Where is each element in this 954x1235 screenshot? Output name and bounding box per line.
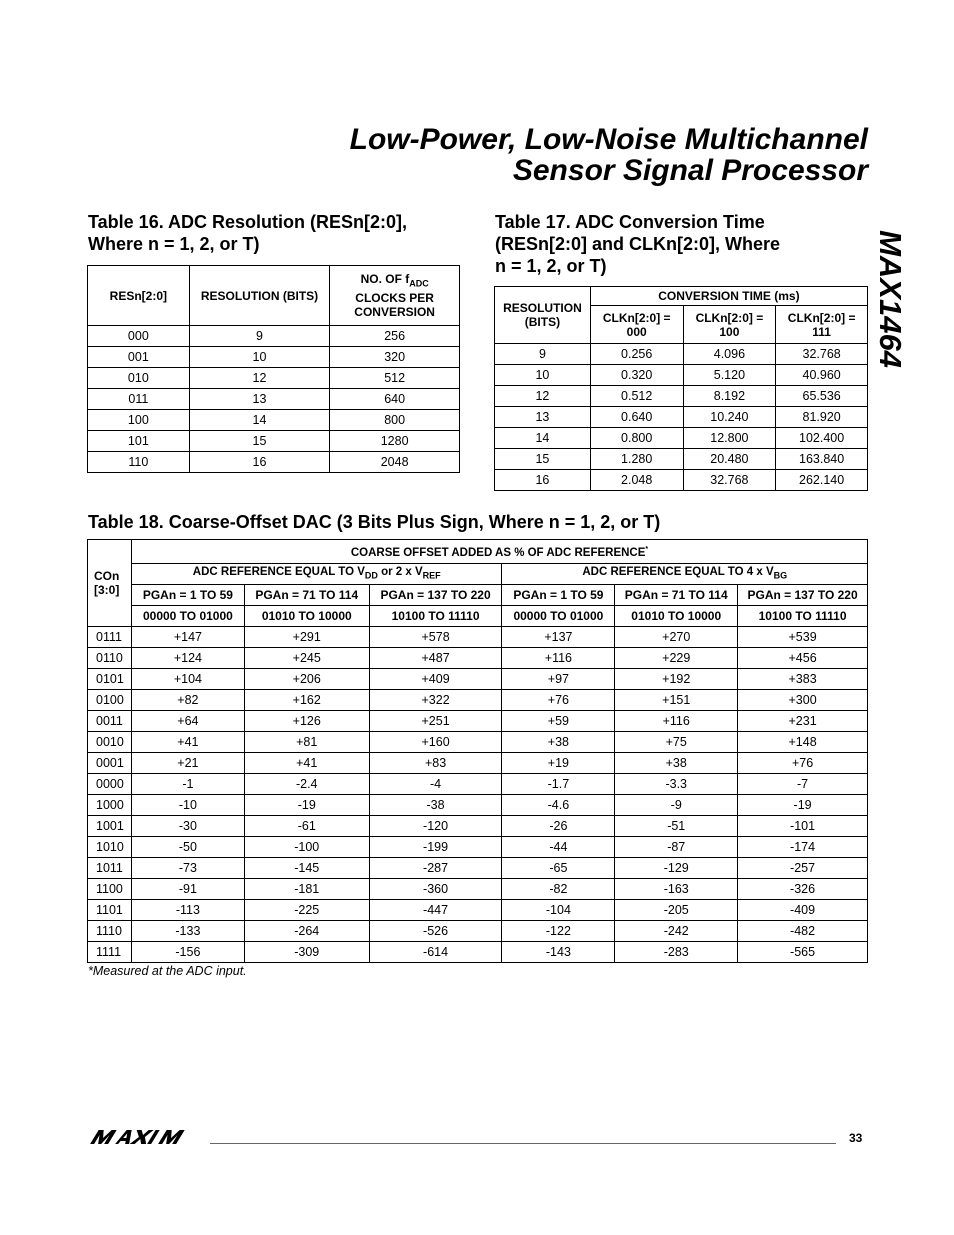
table-16-cell: 12 [189, 368, 330, 389]
table-18-cell: -120 [369, 816, 502, 837]
table-18-cell: -61 [244, 816, 369, 837]
table-18-cell: +192 [615, 669, 738, 690]
table-18-header-coarse-offset [131, 540, 867, 564]
table-18-header-pga: PGAn = 137 TO 220 [738, 585, 868, 606]
table-18-cell: -7 [738, 774, 868, 795]
table-18-row [88, 690, 868, 711]
table-18-row [88, 669, 868, 690]
table-18-cell: +116 [502, 648, 615, 669]
table-18-cell: +578 [369, 627, 502, 648]
table-18-row [88, 900, 868, 921]
table-18-row [88, 942, 868, 963]
table-16-cell: 9 [189, 326, 330, 347]
table-17-cell: 163.840 [776, 449, 868, 470]
table-18-row [88, 858, 868, 879]
table-16-cell: 640 [330, 389, 460, 410]
table-18-row [88, 921, 868, 942]
table-18-ref-vdd-pre: ADC REFERENCE EQUAL TO V [192, 566, 365, 579]
table-18-cell: +206 [244, 669, 369, 690]
table-16-cell: 000 [88, 326, 190, 347]
table-18-cell: -143 [502, 942, 615, 963]
table-18-cell: -264 [244, 921, 369, 942]
table-18-row [88, 753, 868, 774]
table-17-cell: 20.480 [683, 449, 776, 470]
table-16-cell: 1280 [330, 431, 460, 452]
table-18-cell: 1101 [88, 900, 132, 921]
table-18-cell: -82 [502, 879, 615, 900]
table-18-header-pga-row [88, 585, 868, 606]
page-number: 33 [849, 1131, 863, 1145]
table-18-cell: +38 [615, 753, 738, 774]
table-18-row [88, 648, 868, 669]
table-17-header-clk-000: CLKn[2:0] = 000 [590, 306, 683, 344]
table-18-cell: +83 [369, 753, 502, 774]
table-18-cell: -242 [615, 921, 738, 942]
table-18-cell: -10 [131, 795, 244, 816]
table-18-cell: 1001 [88, 816, 132, 837]
table-16-cell: 101 [88, 431, 190, 452]
table-16-cell: 512 [330, 368, 460, 389]
table-17-cell: 81.920 [776, 407, 868, 428]
table-17-row [495, 407, 868, 428]
table-17 [494, 286, 868, 491]
table-17-cell: 12 [495, 386, 591, 407]
table-16-header-resn: RESn[2:0] [88, 266, 190, 326]
table-18-row [88, 879, 868, 900]
table-17-cell: 65.536 [776, 386, 868, 407]
table-18-cell: -1.7 [502, 774, 615, 795]
table-18-cell: +81 [244, 732, 369, 753]
table-17-cell: 10 [495, 365, 591, 386]
table-18 [87, 539, 868, 963]
table-18-header-code-range: 10100 TO 11110 [738, 606, 868, 627]
table-18-cell: +104 [131, 669, 244, 690]
table-18-row [88, 795, 868, 816]
table-18-cell: -133 [131, 921, 244, 942]
table-18-header-footnote-mark: * [645, 546, 649, 554]
table-18-cell: -565 [738, 942, 868, 963]
table-18-cell: -26 [502, 816, 615, 837]
table-18-cell: +251 [369, 711, 502, 732]
page-title-line-1: Low-Power, Low-Noise Multichannel [349, 123, 868, 156]
table-18-cell: +75 [615, 732, 738, 753]
table-18-cell: 1111 [88, 942, 132, 963]
table-18-cell: 0011 [88, 711, 132, 732]
table-18-header-con-line-1: COn [94, 569, 120, 583]
table-18-cell: -199 [369, 837, 502, 858]
table-18-cell: -101 [738, 816, 868, 837]
table-18-cell: +76 [502, 690, 615, 711]
table-18-row [88, 711, 868, 732]
table-18-cell: +126 [244, 711, 369, 732]
table-18-cell: +97 [502, 669, 615, 690]
table-17-cell: 1.280 [590, 449, 683, 470]
table-18-cell: -526 [369, 921, 502, 942]
table-16-cell: 010 [88, 368, 190, 389]
table-18-cell: 1011 [88, 858, 132, 879]
table-18-cell: -145 [244, 858, 369, 879]
table-18-cell: +229 [615, 648, 738, 669]
table-17-cell: 15 [495, 449, 591, 470]
table-17-cell: 5.120 [683, 365, 776, 386]
table-18-cell: -309 [244, 942, 369, 963]
table-18-cell: +162 [244, 690, 369, 711]
table-16-cell: 320 [330, 347, 460, 368]
table-18-cell: 0110 [88, 648, 132, 669]
table-18-header-con [88, 540, 132, 627]
table-18-cell: +231 [738, 711, 868, 732]
table-18-cell: -614 [369, 942, 502, 963]
table-16-row [88, 368, 460, 389]
table-18-ref-vref-sub: REF [422, 570, 441, 581]
table-16-cell: 001 [88, 347, 190, 368]
table-18-cell: -174 [738, 837, 868, 858]
table-17-cell: 13 [495, 407, 591, 428]
table-18-header-pga: PGAn = 71 TO 114 [244, 585, 369, 606]
table-18-cell: -3.3 [615, 774, 738, 795]
table-18-cell: -163 [615, 879, 738, 900]
table-16-cell: 13 [189, 389, 330, 410]
table-17-row [495, 449, 868, 470]
table-16-header-clocks-pre: NO. OF f [360, 272, 410, 287]
table-18-cell: +245 [244, 648, 369, 669]
table-18-header-code-range: 01010 TO 10000 [244, 606, 369, 627]
table-18-cell: +116 [615, 711, 738, 732]
table-18-header-ref-vbg [502, 564, 868, 585]
table-18-cell: -100 [244, 837, 369, 858]
table-17-cell: 9 [495, 344, 591, 365]
table-18-header-code-range: 10100 TO 11110 [369, 606, 502, 627]
table-16-caption-line-2: Where n = 1, 2, or T) [88, 234, 260, 254]
table-18-cell: -283 [615, 942, 738, 963]
table-18-cell: 0101 [88, 669, 132, 690]
table-18-cell: -409 [738, 900, 868, 921]
table-17-cell: 8.192 [683, 386, 776, 407]
table-18-row [88, 627, 868, 648]
table-16-cell: 15 [189, 431, 330, 452]
table-18-cell: -65 [502, 858, 615, 879]
table-17-cell: 16 [495, 470, 591, 491]
table-16-cell: 2048 [330, 452, 460, 473]
table-18-cell: -326 [738, 879, 868, 900]
table-18-row [88, 837, 868, 858]
table-16-row [88, 431, 460, 452]
table-17-header-resolution: RESOLUTION (BITS) [495, 287, 591, 344]
table-18-cell: -113 [131, 900, 244, 921]
table-18-header-pga: PGAn = 71 TO 114 [615, 585, 738, 606]
table-18-cell: 1010 [88, 837, 132, 858]
table-17-cell: 0.640 [590, 407, 683, 428]
table-17-cell: 0.800 [590, 428, 683, 449]
table-18-cell: +41 [131, 732, 244, 753]
table-17-row [495, 470, 868, 491]
table-18-caption: Table 18. Coarse-Offset DAC (3 Bits Plus Sign, Where n = 1, 2, or T) [88, 512, 661, 532]
table-17-cell: 262.140 [776, 470, 868, 491]
table-16-cell: 14 [189, 410, 330, 431]
table-17-row [495, 344, 868, 365]
table-18-cell: +409 [369, 669, 502, 690]
table-18-cell: +322 [369, 690, 502, 711]
table-18-cell: +59 [502, 711, 615, 732]
table-18-cell: -129 [615, 858, 738, 879]
table-17-row [495, 365, 868, 386]
table-18-cell: -87 [615, 837, 738, 858]
table-16-cell: 110 [88, 452, 190, 473]
table-18-ref-vdd-sub: DD [364, 570, 378, 581]
table-18-cell: +19 [502, 753, 615, 774]
page-title [168, 124, 868, 186]
table-17-caption [495, 211, 855, 277]
table-17-cell: 102.400 [776, 428, 868, 449]
table-18-cell: 0010 [88, 732, 132, 753]
table-16-row [88, 410, 460, 431]
table-16-cell: 011 [88, 389, 190, 410]
table-16-caption-line-1: Table 16. ADC Resolution (RESn[2:0], [88, 212, 408, 232]
table-18-cell: -38 [369, 795, 502, 816]
table-18-row [88, 816, 868, 837]
table-18-header-pga: PGAn = 1 TO 59 [131, 585, 244, 606]
table-17-header-conversion-time: CONVERSION TIME (ms) [590, 287, 867, 306]
maxim-logo [88, 1129, 200, 1150]
table-18-header-pga: PGAn = 1 TO 59 [502, 585, 615, 606]
footer-rule [210, 1143, 836, 1144]
table-18-cell: 0000 [88, 774, 132, 795]
table-16 [87, 265, 460, 473]
table-18-header-code-range: 00000 TO 01000 [131, 606, 244, 627]
table-18-header-pga: PGAn = 137 TO 220 [369, 585, 502, 606]
table-18-cell: -19 [738, 795, 868, 816]
table-18-header-code-range-row [88, 606, 868, 627]
table-18-ref-vdd-mid: or 2 x V [377, 566, 423, 579]
table-17-cell: 0.512 [590, 386, 683, 407]
table-18-cell: +41 [244, 753, 369, 774]
table-18-cell: +82 [131, 690, 244, 711]
table-18-cell: -122 [502, 921, 615, 942]
table-18-cell: -181 [244, 879, 369, 900]
table-17-cell: 2.048 [590, 470, 683, 491]
table-18-row [88, 732, 868, 753]
table-18-cell: -104 [502, 900, 615, 921]
table-16-row [88, 452, 460, 473]
table-18-cell: +539 [738, 627, 868, 648]
table-18-cell: 1110 [88, 921, 132, 942]
table-18-cell: 0001 [88, 753, 132, 774]
table-18-cell: +76 [738, 753, 868, 774]
table-18-ref-vbg-sub: BG [773, 570, 788, 581]
table-17-cell: 0.256 [590, 344, 683, 365]
table-16-row [88, 389, 460, 410]
table-18-cell: +270 [615, 627, 738, 648]
table-17-header-clk-100: CLKn[2:0] = 100 [683, 306, 776, 344]
table-18-cell: +160 [369, 732, 502, 753]
table-18-cell: -9 [615, 795, 738, 816]
table-18-header-code-range: 00000 TO 01000 [502, 606, 615, 627]
table-16-header-clocks [330, 266, 460, 326]
table-18-cell: +21 [131, 753, 244, 774]
table-17-row [495, 386, 868, 407]
table-16-header-resolution: RESOLUTION (BITS) [189, 266, 330, 326]
table-18-ref-vbg-pre: ADC REFERENCE EQUAL TO 4 x V [582, 566, 774, 579]
table-17-cell: 0.320 [590, 365, 683, 386]
table-16-header-clocks-post: CLOCKS PER CONVERSION [354, 290, 435, 319]
table-18-cell: -225 [244, 900, 369, 921]
table-17-caption-line-2: (RESn[2:0] and CLKn[2:0], Where [495, 234, 781, 254]
table-18-cell: -51 [615, 816, 738, 837]
table-18-cell: -1 [131, 774, 244, 795]
table-18-cell: +383 [738, 669, 868, 690]
table-18-cell: +487 [369, 648, 502, 669]
table-17-cell: 32.768 [776, 344, 868, 365]
table-17-header-clk-111: CLKn[2:0] = 111 [776, 306, 868, 344]
table-17-cell: 40.960 [776, 365, 868, 386]
table-16-row [88, 347, 460, 368]
table-18-cell: -482 [738, 921, 868, 942]
table-18-header-coarse-offset-text: COARSE OFFSET ADDED AS % OF ADC REFERENCE [350, 546, 646, 559]
table-17-caption-line-1: Table 17. ADC Conversion Time [495, 212, 765, 232]
table-16-cell: 16 [189, 452, 330, 473]
table-17-cell: 32.768 [683, 470, 776, 491]
table-18-cell: -50 [131, 837, 244, 858]
table-17-cell: 14 [495, 428, 591, 449]
side-part-number-text: MAX1464 [873, 230, 908, 368]
table-18-cell: -2.4 [244, 774, 369, 795]
table-18-cell: -30 [131, 816, 244, 837]
table-17-cell: 10.240 [683, 407, 776, 428]
table-18-cell: +147 [131, 627, 244, 648]
table-18-header-code-range: 01010 TO 10000 [615, 606, 738, 627]
table-18-cell: -257 [738, 858, 868, 879]
table-18-cell: -19 [244, 795, 369, 816]
table-16-caption [88, 211, 468, 255]
table-18-cell: -4.6 [502, 795, 615, 816]
table-18-cell: 0100 [88, 690, 132, 711]
table-18-cell: +38 [502, 732, 615, 753]
maxim-logo-icon [88, 1129, 200, 1145]
table-18-cell: -447 [369, 900, 502, 921]
table-16-cell: 800 [330, 410, 460, 431]
table-18-cell: -73 [131, 858, 244, 879]
table-18-cell: +137 [502, 627, 615, 648]
table-18-cell: +124 [131, 648, 244, 669]
table-17-row [495, 428, 868, 449]
table-18-cell: +300 [738, 690, 868, 711]
table-18-cell: 0111 [88, 627, 132, 648]
table-18-cell: -44 [502, 837, 615, 858]
table-18-cell: 1000 [88, 795, 132, 816]
table-18-cell: -205 [615, 900, 738, 921]
table-16-cell: 256 [330, 326, 460, 347]
table-17-caption-line-3: n = 1, 2, or T) [495, 256, 607, 276]
table-17-cell: 4.096 [683, 344, 776, 365]
table-18-cell: +148 [738, 732, 868, 753]
table-18-header-ref-vdd [131, 564, 501, 585]
table-18-header-con-line-2: [3:0] [94, 583, 120, 597]
table-18-cell: +64 [131, 711, 244, 732]
table-18-cell: -4 [369, 774, 502, 795]
table-18-cell: +151 [615, 690, 738, 711]
table-18-cell: -287 [369, 858, 502, 879]
table-18-footnote: *Measured at the ADC input. [88, 964, 247, 978]
table-18-cell: -91 [131, 879, 244, 900]
table-16-row [88, 326, 460, 347]
table-16-header-clocks-sub: ADC [409, 278, 429, 289]
table-18-cell: -360 [369, 879, 502, 900]
table-16-cell: 100 [88, 410, 190, 431]
table-17-cell: 12.800 [683, 428, 776, 449]
table-16-cell: 10 [189, 347, 330, 368]
table-18-cell: 1100 [88, 879, 132, 900]
table-18-row [88, 774, 868, 795]
table-18-cell: -156 [131, 942, 244, 963]
page-title-line-2: Sensor Signal Processor [512, 154, 868, 187]
table-18-cell: +456 [738, 648, 868, 669]
table-18-cell: +291 [244, 627, 369, 648]
